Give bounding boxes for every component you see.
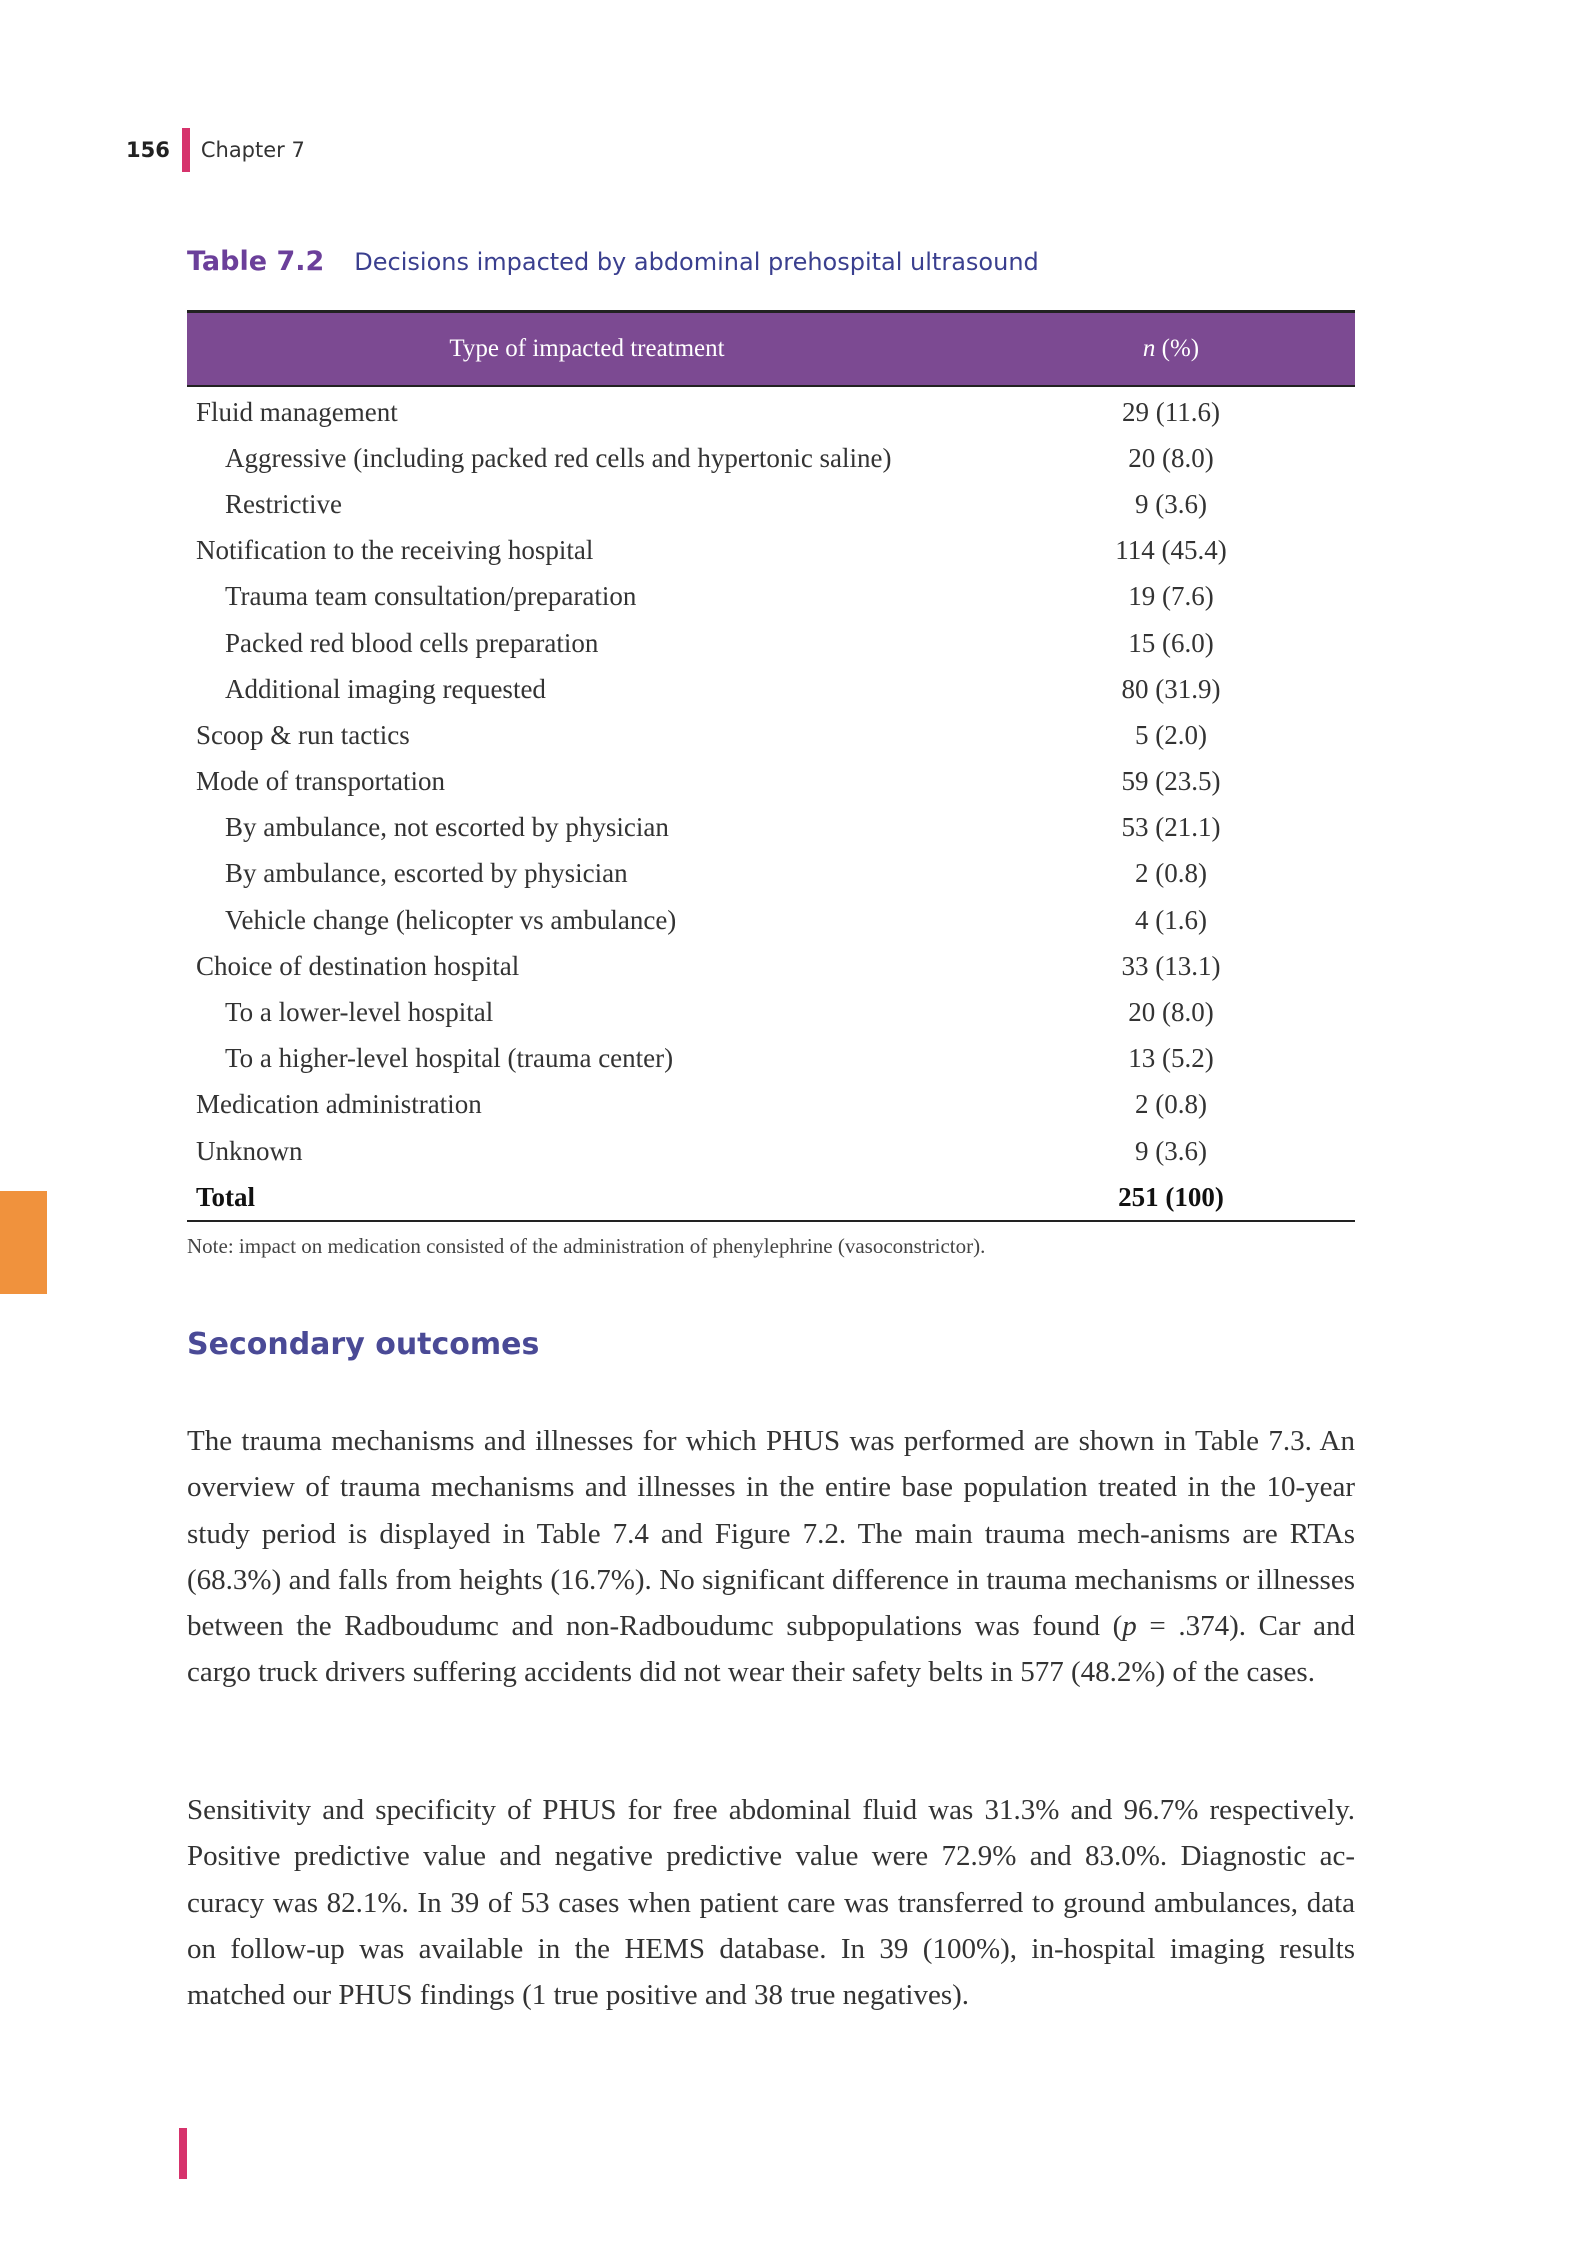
table-body: [187, 387, 1355, 1222]
table-caption: [187, 246, 1039, 277]
table-row: Notification to the receiving hospital 114 (45.4): [196, 535, 1227, 566]
header-divider-bar: [182, 128, 190, 172]
footer-accent-bar: [179, 2128, 187, 2179]
body-paragraph: The trauma mechanisms and illnesses for which PHUS was performed are shown in Table 7.3. An overview of trauma mechanisms and illnesses in the entire base population treated in the 10-year study period is displayed in Table 7.4 and Figure 7.2. The main trauma mech-anisms are RTAs (68.3%) and falls from heights (16.7%). No significant difference in trauma mechanisms or illnesses between the Radboudumc and non-Radboudumc subpopulations was found (p = .374). Car and cargo truck drivers suffering accidents did not wear their safety belts in 577 (48.2%) of the cases.: [187, 1425, 1356, 1689]
table-header: [187, 310, 1355, 387]
table-row: Additional imaging requested 80 (31.9): [225, 673, 1221, 704]
table-note: Note: impact on medication consisted of the administration of phenylephrine (vasoconstrictor).: [187, 1234, 986, 1258]
table-row: Aggressive (including packed red cells and hypertonic saline) 20 (8.0): [225, 442, 1214, 473]
table-row: Medication administration 2 (0.8): [196, 1089, 1207, 1120]
chapter-tab-marker: [0, 1191, 47, 1294]
table-row: Vehicle change (helicopter vs ambulance) 4 (1.6): [225, 904, 1207, 935]
column-header-n: n (%): [1142, 335, 1200, 362]
table-row: Trauma team consultation/preparation 19 (7.6): [225, 581, 1214, 612]
table-row: Scoop & run tactics 5 (2.0): [196, 719, 1207, 750]
table-title: Decisions impacted by abdominal prehospital ultrasound: [354, 248, 1039, 276]
table-total-row: Total 251 (100): [187, 1174, 1355, 1222]
chapter-label: Chapter 7: [200, 138, 305, 162]
column-header-type: Type of impacted treatment: [449, 335, 725, 362]
table-row: Packed red blood cells preparation 15 (6.0): [225, 627, 1214, 658]
table-row: Restrictive 9 (3.6): [225, 488, 1207, 519]
body-paragraph: Sensitivity and specificity of PHUS for free abdominal fluid was 31.3% and 96.7% respectively. Positive predictive value and negative predictive value were 72.9% and 83.0%. Diagnostic ac-curacy was 82.1%. In 39 of 53 cases when patient care was transferred to ground ambulances, data on follow-up was available in the HEMS database. In 39 (100%), in-hospital imaging results matched our PHUS findings (1 true positive and 38 true negatives).: [187, 1794, 1355, 2012]
table-row: Fluid management 29 (11.6): [196, 396, 1220, 427]
table-row: Unknown 9 (3.6): [196, 1135, 1207, 1166]
table-row: By ambulance, escorted by physician 2 (0.8): [225, 858, 1207, 889]
section-heading: Secondary outcomes: [187, 1327, 540, 1362]
table-row: Mode of transportation 59 (23.5): [196, 766, 1221, 797]
decisions-table: [187, 310, 1355, 1222]
table-row: To a lower-level hospital 20 (8.0): [225, 997, 1214, 1028]
table-row: To a higher-level hospital (trauma center) 13 (5.2): [225, 1043, 1214, 1074]
table-row: Choice of destination hospital 33 (13.1): [196, 950, 1221, 981]
table-row: By ambulance, not escorted by physician 53 (21.1): [225, 812, 1221, 843]
page-number: 156: [126, 138, 170, 162]
running-header: [126, 128, 305, 172]
table-label: Table 7.2: [187, 246, 325, 277]
